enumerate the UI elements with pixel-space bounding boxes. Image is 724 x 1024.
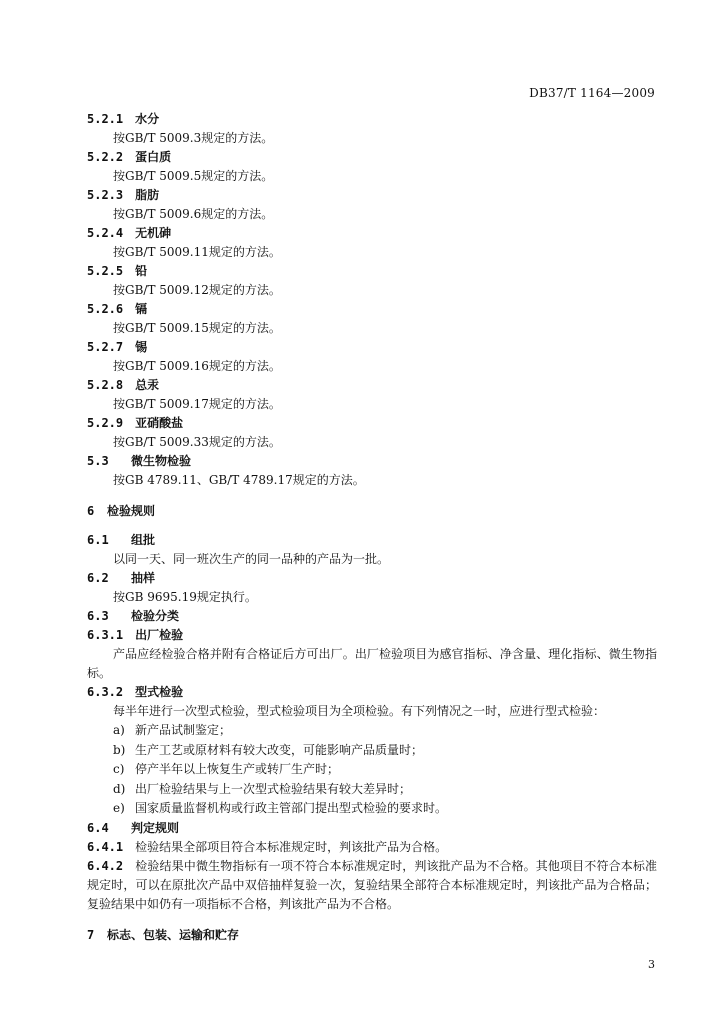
- section-heading: 5.2.5 铅: [87, 264, 148, 278]
- section-text: 按GB/T 5009.6规定的方法。: [113, 207, 274, 221]
- section-heading: 6.4 判定规则: [87, 820, 180, 835]
- section-heading: 5.2.3 脂肪: [87, 188, 160, 202]
- section-text: 按GB/T 5009.17规定的方法。: [113, 397, 281, 411]
- section-text: 按GB/T 5009.33规定的方法。: [113, 435, 281, 449]
- section-heading: 6.3 检验分类: [87, 609, 180, 623]
- section-heading: 5.2.8 总汞: [87, 378, 160, 392]
- section-text: 按GB/T 5009.15规定的方法。: [113, 321, 281, 335]
- section-heading: 5.2.6 镉: [87, 302, 148, 316]
- section-line: 6.4.1 检验结果全部项目符合本标准规定时，判该批产品为合格。: [87, 839, 448, 854]
- list-item: c) 停产半年以上恢复生产或转厂生产时；: [113, 762, 340, 776]
- section-heading: 5.2.2 蛋白质: [87, 150, 172, 164]
- section-heading: 5.2.1 水分: [87, 112, 160, 126]
- section-text: 以同一天、同一班次生产的同一品种的产品为一批。: [113, 552, 390, 566]
- section-text: 按GB/T 5009.3规定的方法。: [113, 131, 274, 145]
- section-text: 按GB/T 5009.12规定的方法。: [113, 283, 281, 297]
- section-heading: 5.3 微生物检验: [87, 454, 192, 468]
- section-heading: 6.2 抽样: [87, 571, 156, 585]
- section-heading: 6.3.1 出厂检验: [87, 628, 184, 642]
- section-text: 按GB/T 5009.5规定的方法。: [113, 169, 274, 183]
- list-item: e) 国家质量监督机构或行政主管部门提出型式检验的要求时。: [113, 801, 448, 815]
- section-text: 按GB 4789.11、GB/T 4789.17规定的方法。: [113, 473, 365, 487]
- standard-id: DB37/T 1164—2009: [529, 86, 655, 100]
- list-item: b) 生产工艺或原材料有较大改变，可能影响产品质量时；: [113, 742, 424, 757]
- section-paragraph: 产品应经检验合格并附有合格证后方可出厂。出厂检验项目为感官指标、净含量、理化指标、微生物指标。: [87, 647, 657, 680]
- section-heading: 5.2.7 锡: [87, 340, 148, 354]
- section-text: 按GB/T 5009.16规定的方法。: [113, 359, 281, 373]
- page-number: 3: [648, 958, 655, 971]
- section-text: 按GB/T 5009.11规定的方法。: [113, 245, 281, 259]
- chapter-heading: 7 标志、包装、运输和贮存: [87, 927, 240, 942]
- chapter-heading: 6 检验规则: [87, 504, 156, 518]
- list-item: d) 出厂检验结果与上一次型式检验结果有较大差异时；: [113, 781, 412, 796]
- section-heading: 5.2.9 亚硝酸盐: [87, 416, 184, 430]
- list-item: a) 新产品试制鉴定；: [113, 723, 232, 737]
- section-heading: 6.3.2 型式检验: [87, 685, 184, 699]
- document-body: [87, 110, 657, 945]
- section-paragraph: 6.4.2 检验结果中微生物指标有一项不符合本标准规定时，判该批产品为不合格。其他项目不符合本标准规定时，可以在原批次产品中双倍抽样复验一次，复验结果全部符合本标准规定时，判该批产品为合格品；复验结果中如仍有一项指标不合格，判该批产品为不合格。: [87, 858, 657, 911]
- section-heading: 6.1 组批: [87, 533, 156, 547]
- section-text: 每半年进行一次型式检验，型式检验项目为全项检验。有下列情况之一时，应进行型式检验：: [113, 704, 606, 718]
- section-text: 按GB 9695.19规定执行。: [113, 590, 257, 604]
- section-heading: 5.2.4 无机砷: [87, 226, 172, 240]
